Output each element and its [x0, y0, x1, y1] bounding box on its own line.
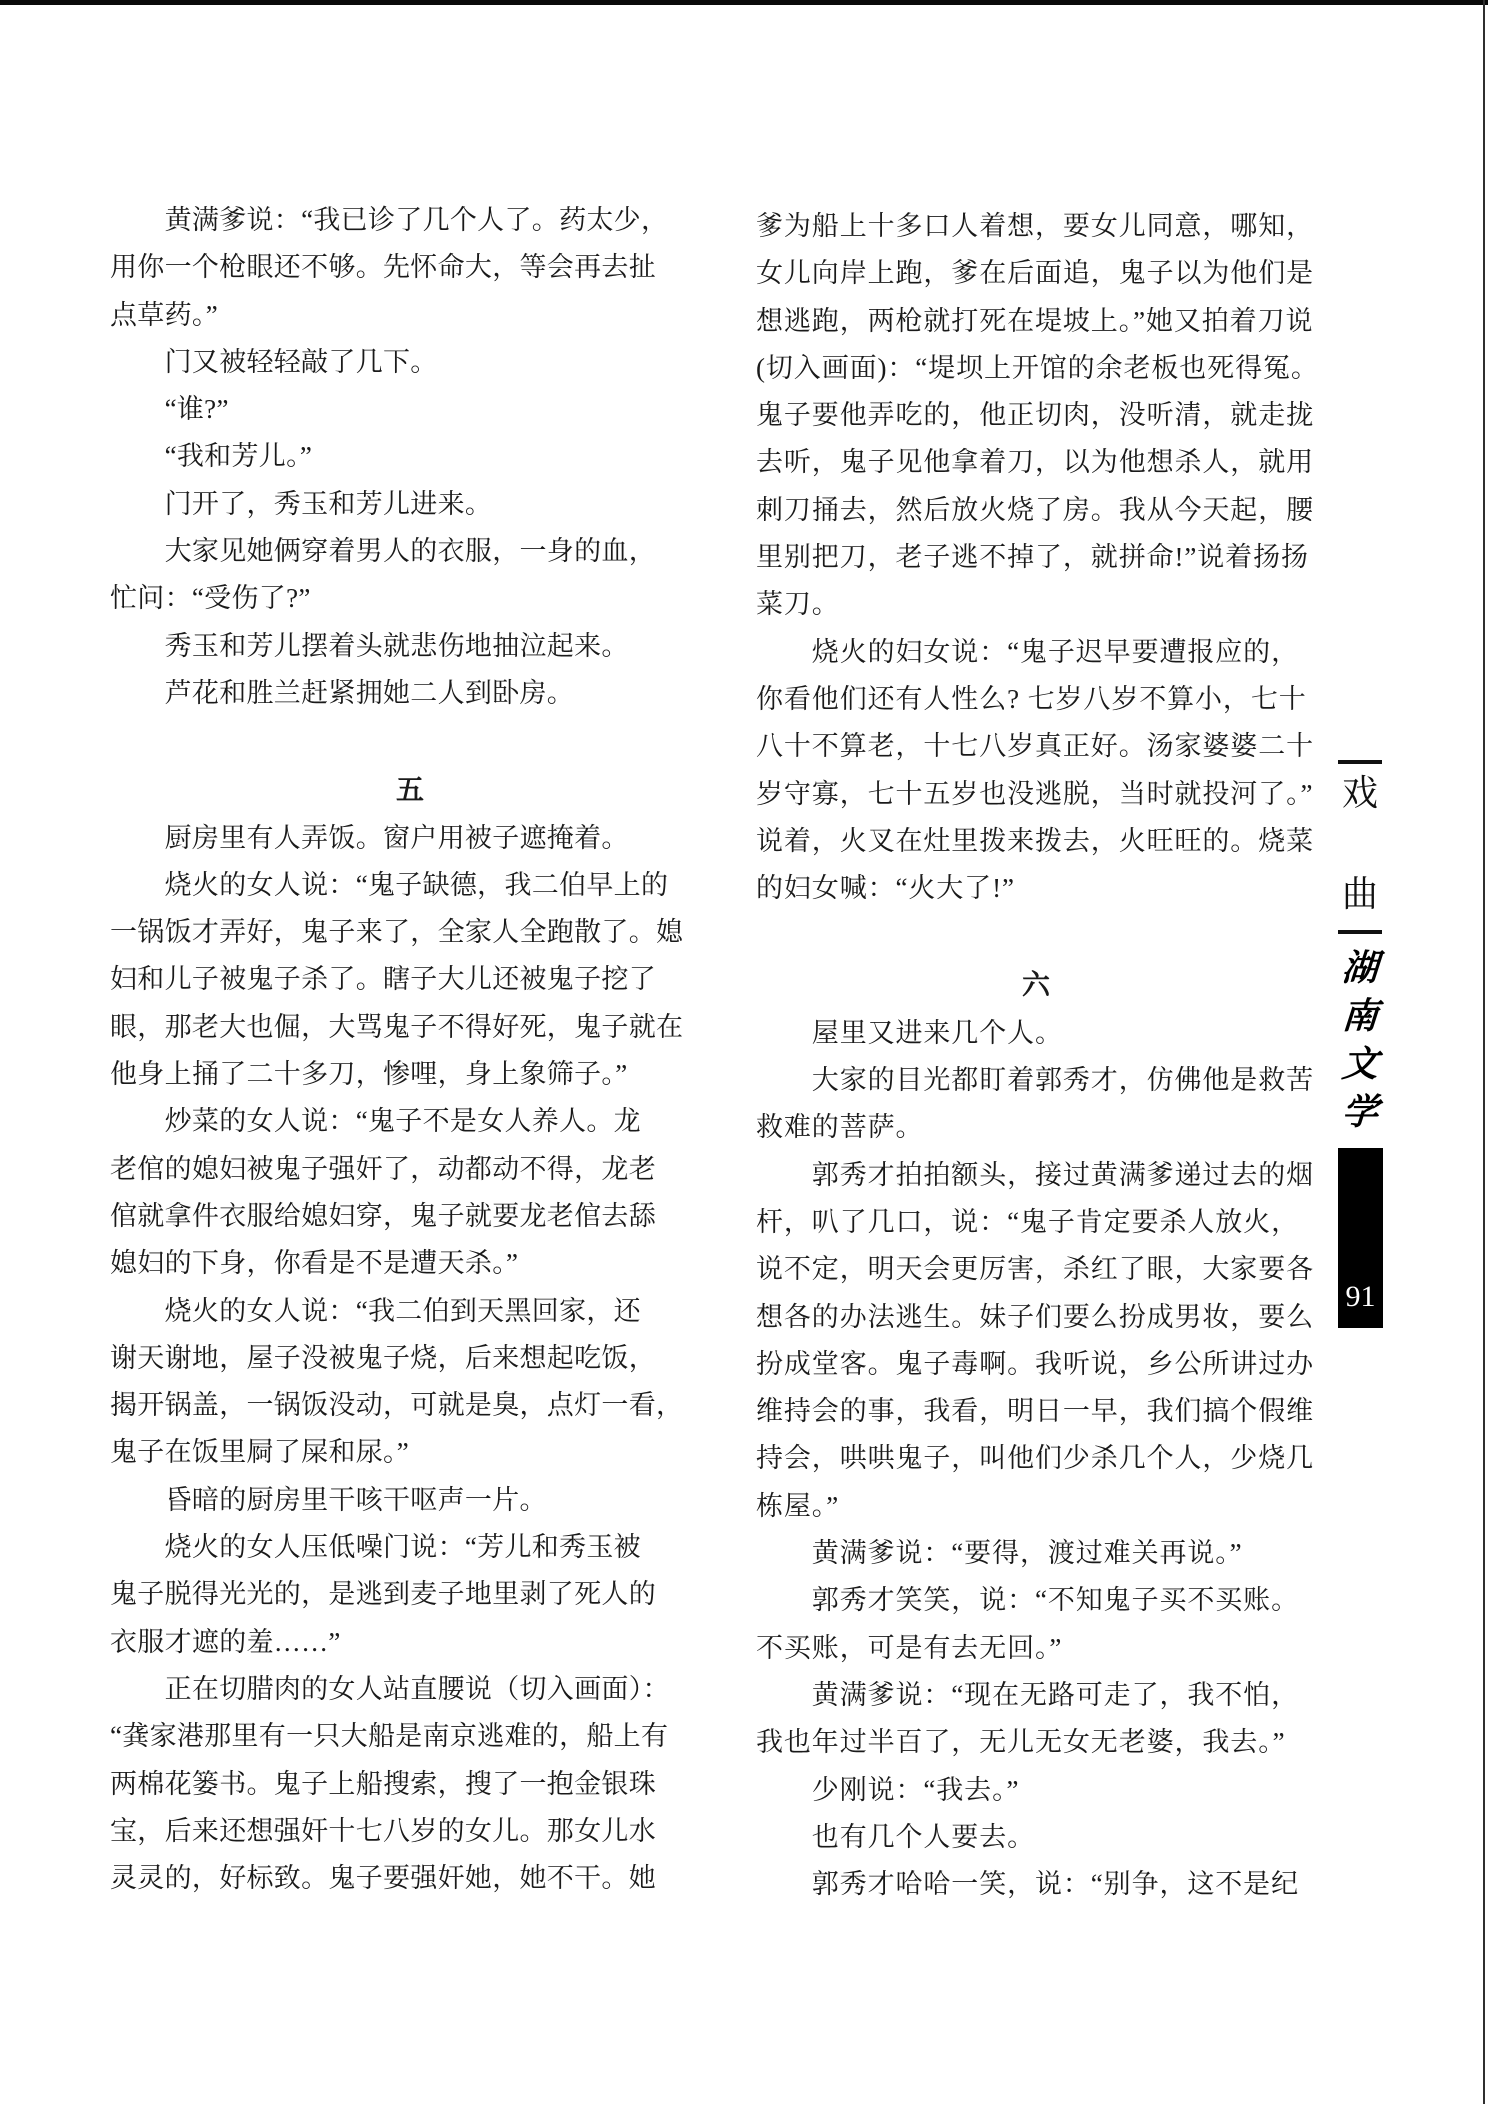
- page-top-rule: [0, 0, 1488, 5]
- text-line: 里别把刀，老子逃不掉了，就拼命!”说着扬扬: [756, 542, 1309, 573]
- category-label-qu: 曲: [1341, 874, 1378, 914]
- text-line: 昏暗的厨房里干咳干呕声一片。: [110, 1484, 547, 1515]
- text-line: 你看他们还有人性么? 七岁八岁不算小，七十: [756, 683, 1307, 714]
- text-line: 一锅饭才弄好，鬼子来了，全家人全跑散了。媳: [110, 917, 684, 948]
- masthead-char: 学: [1340, 1092, 1380, 1132]
- text-line: 倌就拿件衣服给媳妇穿，鬼子就要龙老倌去舔: [110, 1200, 656, 1231]
- text-line: 黄满爹说：“现在无路可走了，我不怕，: [756, 1679, 1299, 1710]
- text-line: 烧火的女人说：“我二伯到天黑回家，还: [110, 1295, 641, 1326]
- text-line: 菜刀。: [756, 589, 840, 620]
- text-column-right: [756, 203, 1319, 1908]
- masthead-char: 湖: [1340, 948, 1380, 988]
- text-line: 去听，鬼子见他拿着刀，以为他想杀人，就用: [756, 447, 1314, 478]
- sidebar-rule-top: [1338, 760, 1382, 764]
- text-line: 大家的目光都盯着郭秀才，仿佛他是救苦: [756, 1065, 1314, 1096]
- text-line: 烧火的妇女说：“鬼子迟早要遭报应的，: [756, 636, 1299, 667]
- text-line: 炒菜的女人说：“鬼子不是女人养人。龙: [110, 1106, 641, 1137]
- text-line: 媳妇的下身，你看是不是遭天杀。”: [110, 1248, 519, 1279]
- text-line: 说不定，明天会更厉害，杀红了眼，大家要各: [756, 1254, 1314, 1285]
- text-line: 灵灵的，好标致。鬼子要强奸她，她不干。她: [110, 1863, 656, 1894]
- text-line: 的妇女喊：“火大了!”: [756, 873, 1015, 904]
- text-line: 厨房里有人弄饭。窗户用被子遮掩着。: [110, 822, 629, 853]
- text-line: 八十不算老，十七八岁真正好。汤家婆婆二十: [756, 731, 1314, 762]
- text-line: 门又被轻轻敲了几下。: [110, 346, 438, 377]
- text-line: 揭开锅盖，一锅饭没动，可就是臭，点灯一看，: [110, 1390, 684, 1421]
- text-line: 说着，火叉在灶里拨来拨去，火旺旺的。烧菜: [756, 825, 1314, 856]
- text-line: 想逃跑，两枪就打死在堤坡上。”她又拍着刀说: [756, 305, 1314, 336]
- text-line: 岁守寡，七十五岁也没逃脱，当时就投河了。”: [756, 778, 1314, 809]
- masthead-char: 南: [1340, 996, 1380, 1036]
- text-line: 他身上捅了二十多刀，惨哩，身上象筛子。”: [110, 1059, 628, 1090]
- text-line: 眼，那老大也倔，大骂鬼子不得好死，鬼子就在: [110, 1011, 684, 1042]
- right-paragraph-block-1: [756, 203, 1319, 912]
- text-line: 两棉花篓书。鬼子上船搜索，搜了一抱金银珠: [110, 1768, 656, 1799]
- text-line: 郭秀才哈哈一笑，说：“别争，这不是纪: [756, 1869, 1299, 1900]
- text-line: 谢天谢地，屋子没被鬼子烧，后来想起吃饭，: [110, 1342, 656, 1373]
- text-line: 杆，叭了几口，说：“鬼子肯定要杀人放火，: [756, 1206, 1299, 1237]
- text-line: 老倌的媳妇被鬼子强奸了，动都动不得，龙老: [110, 1153, 656, 1184]
- text-line: 持会，哄哄鬼子，叫他们少杀几个人，少烧几: [756, 1443, 1314, 1474]
- text-line: 不买账，可是有去无回。”: [756, 1632, 1063, 1663]
- text-line: 忙问：“受伤了?”: [110, 583, 311, 614]
- text-line: 郭秀才拍拍额头，接过黄满爹递过去的烟: [756, 1159, 1314, 1190]
- section-heading-five: 五: [395, 775, 424, 807]
- masthead-char: 文: [1340, 1044, 1380, 1084]
- magazine-masthead-calligraphy: [1336, 944, 1384, 1136]
- text-line: 点草药。”: [110, 299, 218, 330]
- text-line: “谁?”: [110, 394, 229, 425]
- page-sidebar: [1336, 0, 1384, 2104]
- text-line: 鬼子在饭里屙了屎和尿。”: [110, 1437, 410, 1468]
- text-line: 芦花和胜兰赶紧拥她二人到卧房。: [110, 677, 575, 708]
- text-line: 想各的办法逃生。妹子们要么扮成男妆，要么: [756, 1301, 1314, 1332]
- text-line: 烧火的女人说：“鬼子缺德，我二伯早上的: [110, 869, 669, 900]
- text-line: 刺刀捅去，然后放火烧了房。我从今天起，腰: [756, 494, 1314, 525]
- text-line: 郭秀才笑笑，说：“不知鬼子买不买账。: [756, 1585, 1299, 1616]
- text-line: 大家见她俩穿着男人的衣服，一身的血，: [110, 536, 656, 567]
- section-heading-six: 六: [1021, 970, 1050, 1002]
- text-line: 栋屋。”: [756, 1490, 840, 1521]
- left-paragraph-block-2: [110, 815, 710, 1903]
- page-right-rule: [1483, 0, 1485, 2104]
- page-number: 91: [1345, 1280, 1376, 1313]
- left-paragraph-block-1: [110, 197, 710, 717]
- text-line: 救难的菩萨。: [756, 1112, 924, 1143]
- page-number-block: [1338, 1148, 1383, 1328]
- text-line: 黄满爹说：“我已诊了几个人了。药太少，: [110, 205, 669, 235]
- text-line: “我和芳儿。”: [110, 441, 313, 472]
- text-line: 屋里又进来几个人。: [756, 1017, 1063, 1048]
- text-line: 用你一个枪眼还不够。先怀命大，等会再去扯: [110, 252, 656, 283]
- text-column-left: [110, 197, 710, 1902]
- text-line: 扮成堂客。鬼子毒啊。我听说，乡公所讲过办: [756, 1348, 1314, 1379]
- text-line: 女儿向岸上跑，爹在后面追，鬼子以为他们是: [756, 258, 1314, 289]
- sidebar-rule-bottom: [1338, 930, 1382, 934]
- text-line: 也有几个人要去。: [756, 1821, 1035, 1852]
- text-line: 鬼子脱得光光的，是逃到麦子地里剥了死人的: [110, 1579, 656, 1610]
- text-line: 少刚说：“我去。”: [756, 1774, 1020, 1805]
- text-line: 烧火的女人压低噪门说：“芳儿和秀玉被: [110, 1532, 641, 1563]
- text-line: 我也年过半百了，无儿无女无老婆，我去。”: [756, 1727, 1286, 1758]
- text-line: 宝，后来还想强奸十七八岁的女儿。那女儿水: [110, 1815, 656, 1846]
- text-line: 正在切腊肉的女人站直腰说（切入画面）：: [110, 1673, 670, 1704]
- text-line: 黄满爹说：“要得，渡过难关再说。”: [756, 1538, 1243, 1569]
- text-line: 妇和儿子被鬼子杀了。瞎子大儿还被鬼子挖了: [110, 964, 656, 995]
- text-line: 维持会的事，我看，明日一早，我们搞个假维: [756, 1396, 1314, 1427]
- text-line: 秀玉和芳儿摆着头就悲伤地抽泣起来。: [110, 630, 629, 661]
- text-line: 鬼子要他弄吃的，他正切肉，没听清，就走拢: [756, 400, 1314, 431]
- category-label-xi: 戏: [1341, 773, 1378, 813]
- text-line: 衣服才遮的羞……”: [110, 1626, 341, 1657]
- text-line: “龚家港那里有一只大船是南京逃难的，船上有: [110, 1721, 669, 1752]
- text-line: 门开了，秀玉和芳儿进来。: [110, 488, 493, 519]
- text-line: (切入画面)：“堤坝上开馆的余老板也死得冤。: [756, 352, 1319, 383]
- right-paragraph-block-2: [756, 1010, 1316, 1909]
- text-line: 爹为船上十多口人着想，要女儿同意，哪知，: [756, 211, 1314, 241]
